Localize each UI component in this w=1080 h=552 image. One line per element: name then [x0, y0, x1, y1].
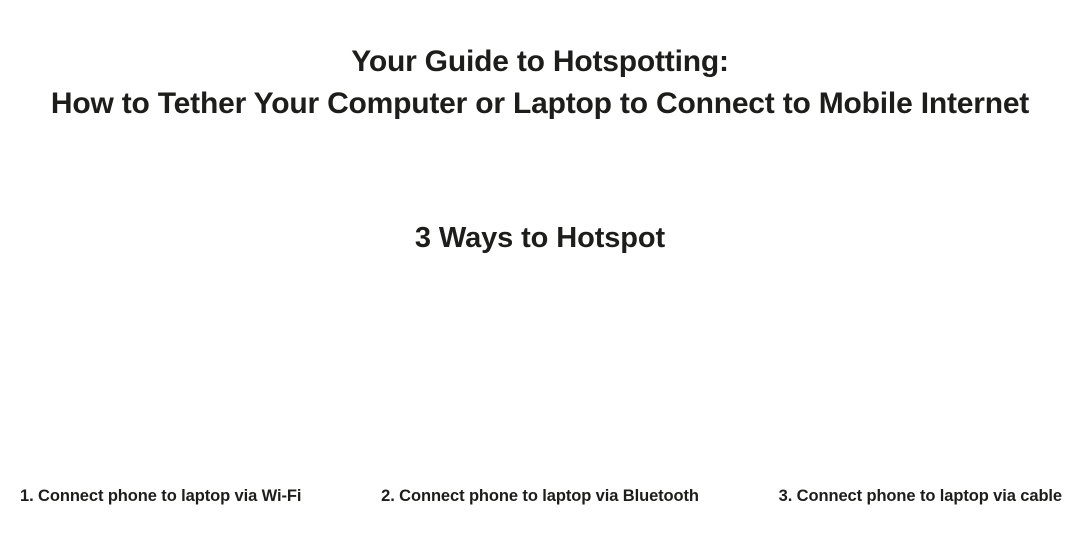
page-title: [0, 44, 1080, 122]
method-column-1: [0, 486, 360, 507]
title-line-secondary: How to Tether Your Computer or Laptop to Connect to Mobile Internet: [50, 87, 1030, 121]
method-column-3: [720, 486, 1080, 507]
method-caption-bluetooth: 2. Connect phone to laptop via Bluetooth: [381, 487, 699, 505]
section-heading: 3 Ways to Hotspot: [414, 222, 666, 254]
method-caption-wifi: 1. Connect phone to laptop via Wi-Fi: [20, 487, 302, 505]
methods-row: [0, 486, 1080, 507]
method-column-2: [360, 486, 720, 507]
method-caption-cable: 3. Connect phone to laptop via cable: [778, 487, 1062, 505]
title-line-primary: Your Guide to Hotspotting:: [351, 45, 729, 78]
